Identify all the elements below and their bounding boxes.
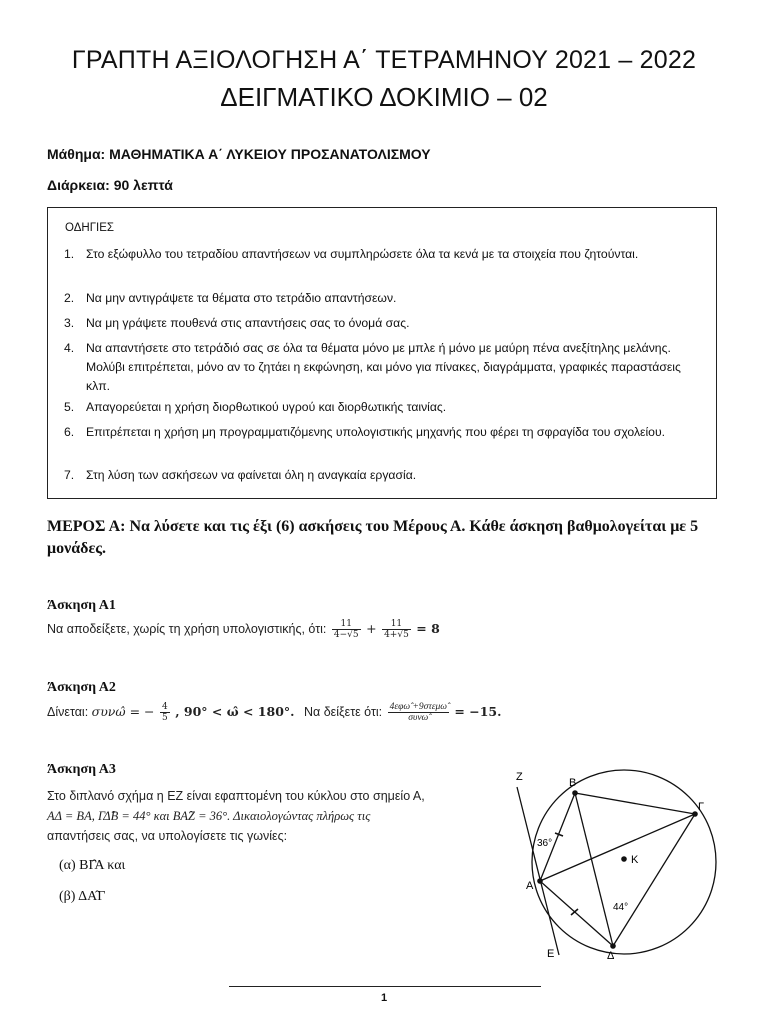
a1-rhs: = 8 xyxy=(416,620,440,636)
instruction-item xyxy=(64,466,694,485)
instruction-text: Στη λύση των ασκήσεων να φαίνεται όλη η αναγκαία εργασία. xyxy=(86,468,417,482)
exam-title: ΓΡΑΠΤΗ ΑΞΙΟΛΟΓΗΣΗ Α΄ ΤΕΤΡΑΜΗΝΟΥ 2021 – 2022 xyxy=(71,46,697,74)
exercise-a3-title: Άσκηση Α3 xyxy=(47,762,116,777)
point-k xyxy=(621,856,627,862)
a1-frac2-denominator: 4+√5 xyxy=(384,630,409,640)
label-k: Κ xyxy=(631,854,639,866)
footer-rule xyxy=(229,986,541,987)
part-a-heading: ΜΕΡΟΣ Α: Να λύσετε και τις έξι (6) ασκήσεις του Μέρους Α. Κάθε άσκηση βαθμολογείται με 5 μονάδες. xyxy=(47,518,699,557)
instruction-text: Να μη γράψετε πουθενά στις απαντήσεις σας το όνομά σας. xyxy=(86,316,410,330)
exercise-a2-title: Άσκηση Α2 xyxy=(47,680,116,695)
a2-given-label: Δίνεται: xyxy=(47,704,89,719)
instruction-item xyxy=(64,289,694,308)
a2-given-lhs: συνω̂ = − xyxy=(91,703,155,719)
instruction-text: Επιτρέπεται η χρήση μη προγραμματιζόμενης υπολογιστικής μηχανής που φέρει τη σφραγίδα του σχολείου. xyxy=(86,425,666,439)
a1-text: Να αποδείξετε, χωρίς τη χρήση υπολογιστικής, ότι: xyxy=(47,621,327,636)
label-d: Δ xyxy=(607,950,615,962)
tangent-line xyxy=(517,787,559,955)
instruction-text: Στο εξώφυλλο του τετραδίου απαντήσεων να συμπληρώσετε όλα τα κενά με τα στοιχεία που ζητούνται. xyxy=(86,247,639,261)
instruction-item xyxy=(64,423,694,442)
a2-given-fraction xyxy=(160,702,170,723)
a2-show-rhs: = −15. xyxy=(454,703,502,719)
chord-bg xyxy=(575,793,695,814)
subject-line: Μάθημα: ΜΑΘΗΜΑΤΙΚΑ Α΄ ΛΥΚΕΙΟΥ ΠΡΟΣΑΝΑΤΟΛΙΣΜΟΥ xyxy=(47,146,431,162)
label-e: Ε xyxy=(547,948,555,960)
a2-frac-denominator: 5 xyxy=(161,713,168,723)
chord-ad xyxy=(540,881,613,946)
a1-frac1-numerator: 11 xyxy=(332,619,361,630)
a1-fraction-2 xyxy=(382,619,411,640)
a2-show-label: Να δείξετε ότι: xyxy=(304,704,383,719)
point-b xyxy=(572,790,578,796)
instructions-box xyxy=(47,207,717,499)
instruction-number: 7. xyxy=(64,468,75,482)
exercise-a2-statement xyxy=(47,702,501,723)
a3-line-2: ΑΔ = ΒΑ, ΓΔ̂Β = 44° και ΒΑ̂Ζ = 36°. Δικαιολογώντας πλήρως τις xyxy=(47,809,371,823)
circle xyxy=(532,770,716,954)
instruction-item xyxy=(64,339,694,396)
instruction-number: 1. xyxy=(64,247,75,261)
a3-line-1: Στο διπλανό σχήμα η ΕΖ είναι εφαπτομένη του κύκλου στο σημείο Α, xyxy=(47,789,425,803)
exercise-a1-title: Άσκηση Α1 xyxy=(47,598,116,613)
instruction-text: Να απαντήσετε στο τετράδιό σας σε όλα τα θέματα μόνο με μπλε ή μόνο με μαύρη πένα ανεξίτηλης μελάνης. Μολύβι επιτρέπεται, μόνο αν το ζητάει η εκφώνηση, και μόνο για πίνακες, διαγράμματα, γραφικές παραστάσεις κλπ. xyxy=(86,341,681,393)
point-a xyxy=(537,878,543,884)
instruction-text: Να μην αντιγράψετε τα θέματα στο τετράδιο απαντήσεων. xyxy=(86,291,397,305)
chord-gd xyxy=(613,814,695,946)
instruction-number: 3. xyxy=(64,316,75,330)
a1-frac2-numerator: 11 xyxy=(382,619,411,630)
a3-item-b: (β) ΔΑ̂Γ xyxy=(59,889,106,904)
instruction-number: 6. xyxy=(64,425,75,439)
instruction-number: 5. xyxy=(64,400,75,414)
a1-fraction-1 xyxy=(332,619,361,640)
a1-frac1-denominator: 4−√5 xyxy=(333,630,359,640)
chord-bd xyxy=(575,793,613,946)
page-number: 1 xyxy=(380,992,388,1004)
instruction-item xyxy=(64,398,694,417)
instruction-text: Απαγορεύεται η χρήση διορθωτικού υγρού και διορθωτικής ταινίας. xyxy=(86,400,447,414)
instruction-number: 2. xyxy=(64,291,75,305)
label-g: Γ xyxy=(698,801,705,813)
a1-plus: + xyxy=(366,620,377,636)
instruction-item xyxy=(64,314,694,333)
exam-subtitle: ΔΕΙΓΜΑΤΙΚΟ ΔΟΚΙΜΙΟ – 02 xyxy=(220,82,548,112)
a2-show-denominator: συνω̂ xyxy=(408,713,429,723)
label-a: Α xyxy=(526,880,534,892)
angle-label-44: 44° xyxy=(613,902,629,913)
instruction-item xyxy=(64,245,694,264)
exercise-a1-statement xyxy=(47,619,440,640)
a3-item-a: (α) ΒΓ̂Α και xyxy=(59,858,126,873)
exercise-a3-statement xyxy=(47,786,487,846)
a3-line-3: απαντήσεις σας, να υπολογίσετε τις γωνίες: xyxy=(47,829,288,843)
a2-show-fraction xyxy=(388,702,449,723)
label-b: Β xyxy=(569,777,577,789)
angle-label-36: 36° xyxy=(537,838,553,849)
instruction-number: 4. xyxy=(64,341,75,355)
point-g xyxy=(692,811,698,817)
label-z: Ζ xyxy=(516,771,523,783)
instructions-heading: ΟΔΗΓΙΕΣ xyxy=(65,222,114,234)
a2-show-numerator: 4εφω̂ +9στεμω̂ xyxy=(389,702,447,712)
point-d xyxy=(610,943,616,949)
circle-tangent-figure xyxy=(505,768,730,968)
a2-given-rest: , 90° < ω̂ < 180°. xyxy=(175,703,295,719)
duration-line: Διάρκεια: 90 λεπτά xyxy=(47,177,173,193)
a2-frac-numerator: 4 xyxy=(161,702,168,712)
